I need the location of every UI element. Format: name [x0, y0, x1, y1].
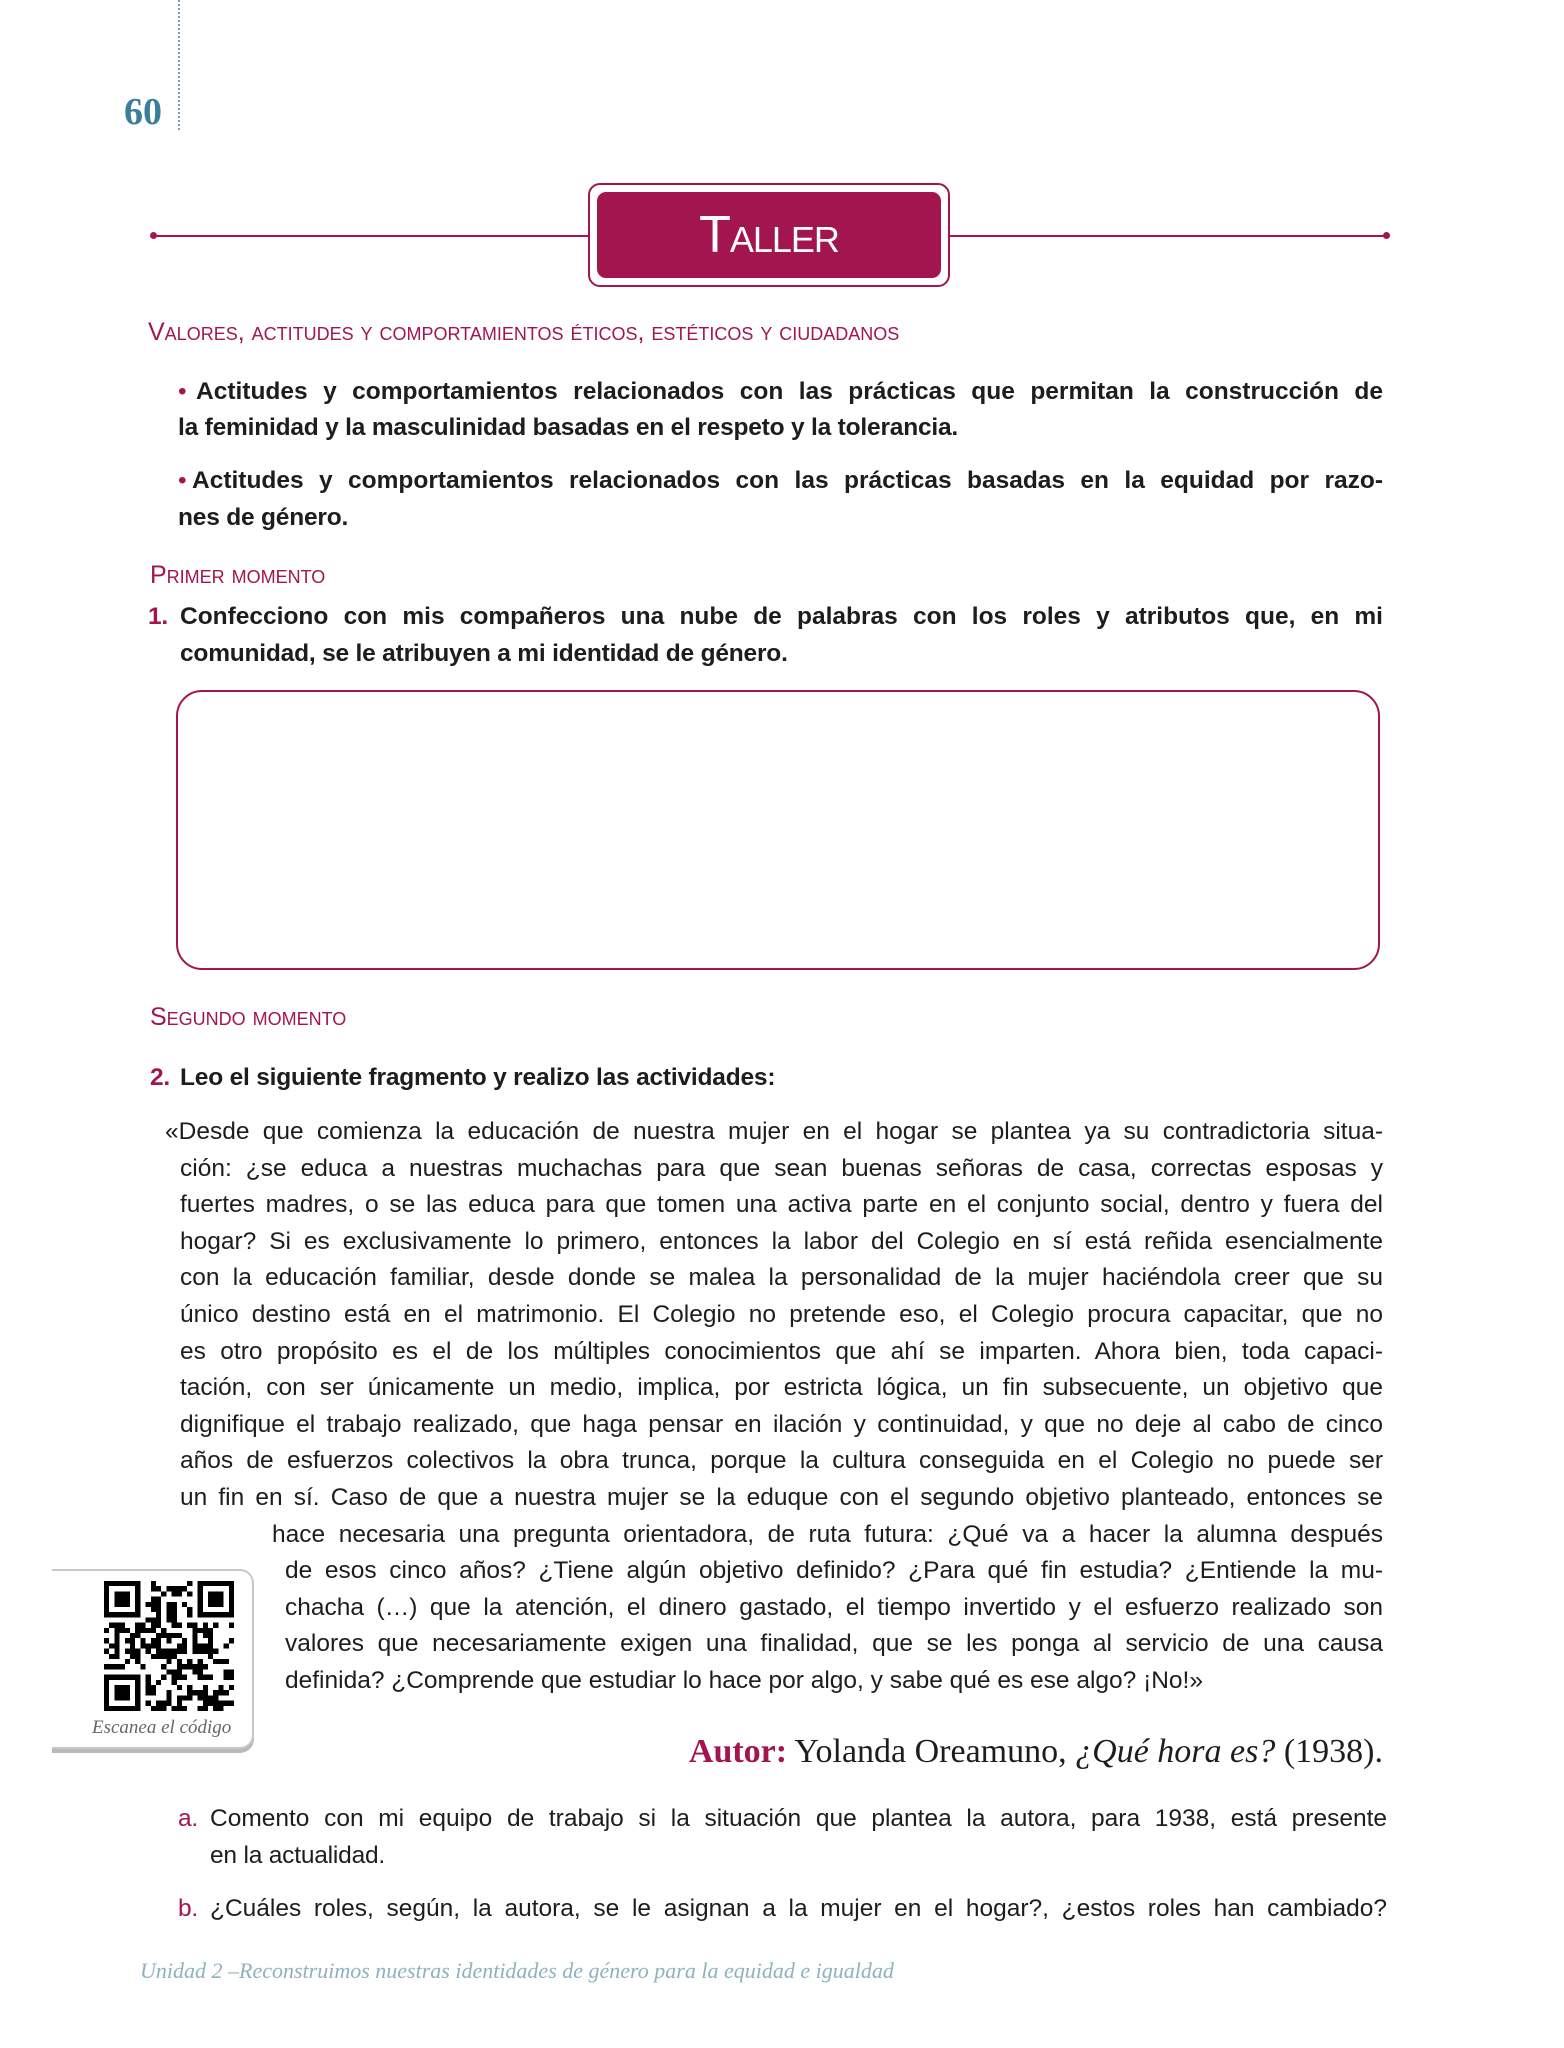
question-number: 2. — [150, 1064, 171, 1091]
work-year: (1938). — [1283, 1733, 1383, 1770]
quote-line: tación, con ser únicamente un medio, implica, por estricta lógica, un fin subsecuente, un objetivo que — [180, 1374, 1383, 1402]
values-heading: Valores, actitudes y comportamientos éticos, estéticos y ciudadanos — [148, 318, 900, 346]
author-name: Yolanda Oreamuno, — [794, 1733, 1067, 1770]
bullet-1-line-1: Actitudes y comportamientos relacionados con las prácticas que permitan la construcción de — [196, 378, 1383, 405]
quote-line: años de esfuerzos colectivos la obra trunca, porque la cultura conseguida en el Colegio no puede ser — [180, 1447, 1383, 1475]
page-number: 60 — [124, 91, 162, 133]
qr-caption: Escanea el código — [92, 1717, 232, 1738]
quote-line: es otro propósito es el de los múltiples conocimientos que ahí se imparten. Ahora bien, toda capaci- — [180, 1337, 1383, 1365]
question-1-line-2: comunidad, se le atribuyen a mi identidad de género. — [180, 640, 788, 667]
quote-line: único destino está en el matrimonio. El Colegio no pretende eso, el Colegio procura capacitar, que no — [180, 1301, 1383, 1328]
author-label: Autor: — [688, 1733, 788, 1770]
quote-line: con la educación familiar, desde donde se malea la personalidad de la mujer haciéndola creer que su — [180, 1264, 1383, 1292]
second-moment-heading: Segundo momento — [150, 1003, 347, 1031]
question-number: 1. — [148, 603, 169, 630]
question-2-instruction: Leo el siguiente fragmento y realizo las actividades: — [180, 1064, 776, 1091]
question-1-line-1: Confecciono con mis compañeros una nube de palabras con los roles y atributos que, en mi — [180, 603, 1383, 630]
rule-dot-left — [150, 232, 157, 239]
work-title: ¿Qué hora es? — [1075, 1733, 1276, 1770]
quote-line: «Desde que comienza la educación de nuestra mujer en el hogar se plantea ya su contradictoria situa- — [165, 1118, 1383, 1145]
bullet-icon: • — [178, 378, 187, 405]
quote-line: un fin en sí. Caso de que a nuestra mujer se la eduque con el segundo objetivo planteado, entonces se — [180, 1484, 1383, 1511]
activity-b-line-1: ¿Cuáles roles, según, la autora, se le asignan a la mujer en el hogar?, ¿estos roles han cambiado? — [210, 1895, 1387, 1922]
quote-line: valores que necesariamente exigen una finalidad, que se les ponga al servicio de una causa — [285, 1630, 1383, 1658]
section-badge — [588, 183, 950, 287]
quote-line: hace necesaria una pregunta orientadora, de ruta futura: ¿Qué va a hacer la alumna después — [272, 1520, 1383, 1548]
author-citation — [689, 1733, 1383, 1771]
quote-line: chacha (…) que la atención, el dinero gastado, el tiempo invertido y el esfuerzo realizado son — [285, 1593, 1383, 1621]
section-badge-title: Taller — [699, 206, 839, 264]
rule-dot-right — [1383, 232, 1390, 239]
quote-line: hogar? Si es exclusivamente lo primero, entonces la labor del Colegio en sí está reñida esencialmente — [180, 1227, 1383, 1255]
quote-line: definida? ¿Comprende que estudiar lo hace por algo, y sabe qué es ese algo? ¡No!» — [285, 1667, 1203, 1694]
qr-card — [52, 1569, 254, 1749]
margin-dotted-line — [178, 0, 180, 130]
quote-line: fuertes madres, o se las educa para que tomen una activa parte en el conjunto social, dentro y fuera del — [180, 1191, 1383, 1219]
qr-code-icon[interactable] — [104, 1581, 234, 1711]
activity-a-line-1: Comento con mi equipo de trabajo si la situación que plantea la autora, para 1938, está presente — [210, 1805, 1387, 1832]
activity-a-line-2: en la actualidad. — [210, 1842, 386, 1869]
word-cloud-answer-box[interactable] — [176, 690, 1380, 970]
bullet-2-line-1: Actitudes y comportamientos relacionados con las prácticas basadas en la equidad por razo- — [192, 467, 1383, 494]
quote-line: ción: ¿se educa a nuestras muchachas para que sean buenas señoras de casa, correctas esposas y — [180, 1154, 1383, 1182]
bullet-icon: • — [178, 467, 187, 494]
page-footer: Unidad 2 –Reconstruimos nuestras identidades de género para la equidad e igualdad — [140, 1958, 894, 1983]
bullet-1-line-2: la feminidad y la masculinidad basadas en el respeto y la tolerancia. — [178, 414, 959, 441]
bullet-2-line-2: nes de género. — [178, 504, 349, 531]
activity-letter: a. — [178, 1805, 199, 1832]
section-badge-inner — [597, 192, 941, 278]
first-moment-heading: Primer momento — [150, 561, 326, 589]
quote-line: de esos cinco años? ¿Tiene algún objetivo definido? ¿Para qué fin estudia? ¿Entiende la mu- — [285, 1557, 1383, 1585]
activity-letter: b. — [178, 1895, 199, 1922]
quote-line: dignifique el trabajo realizado, que haga pensar en ilación y continuidad, y que no deje al cabo de cinco — [180, 1410, 1383, 1438]
